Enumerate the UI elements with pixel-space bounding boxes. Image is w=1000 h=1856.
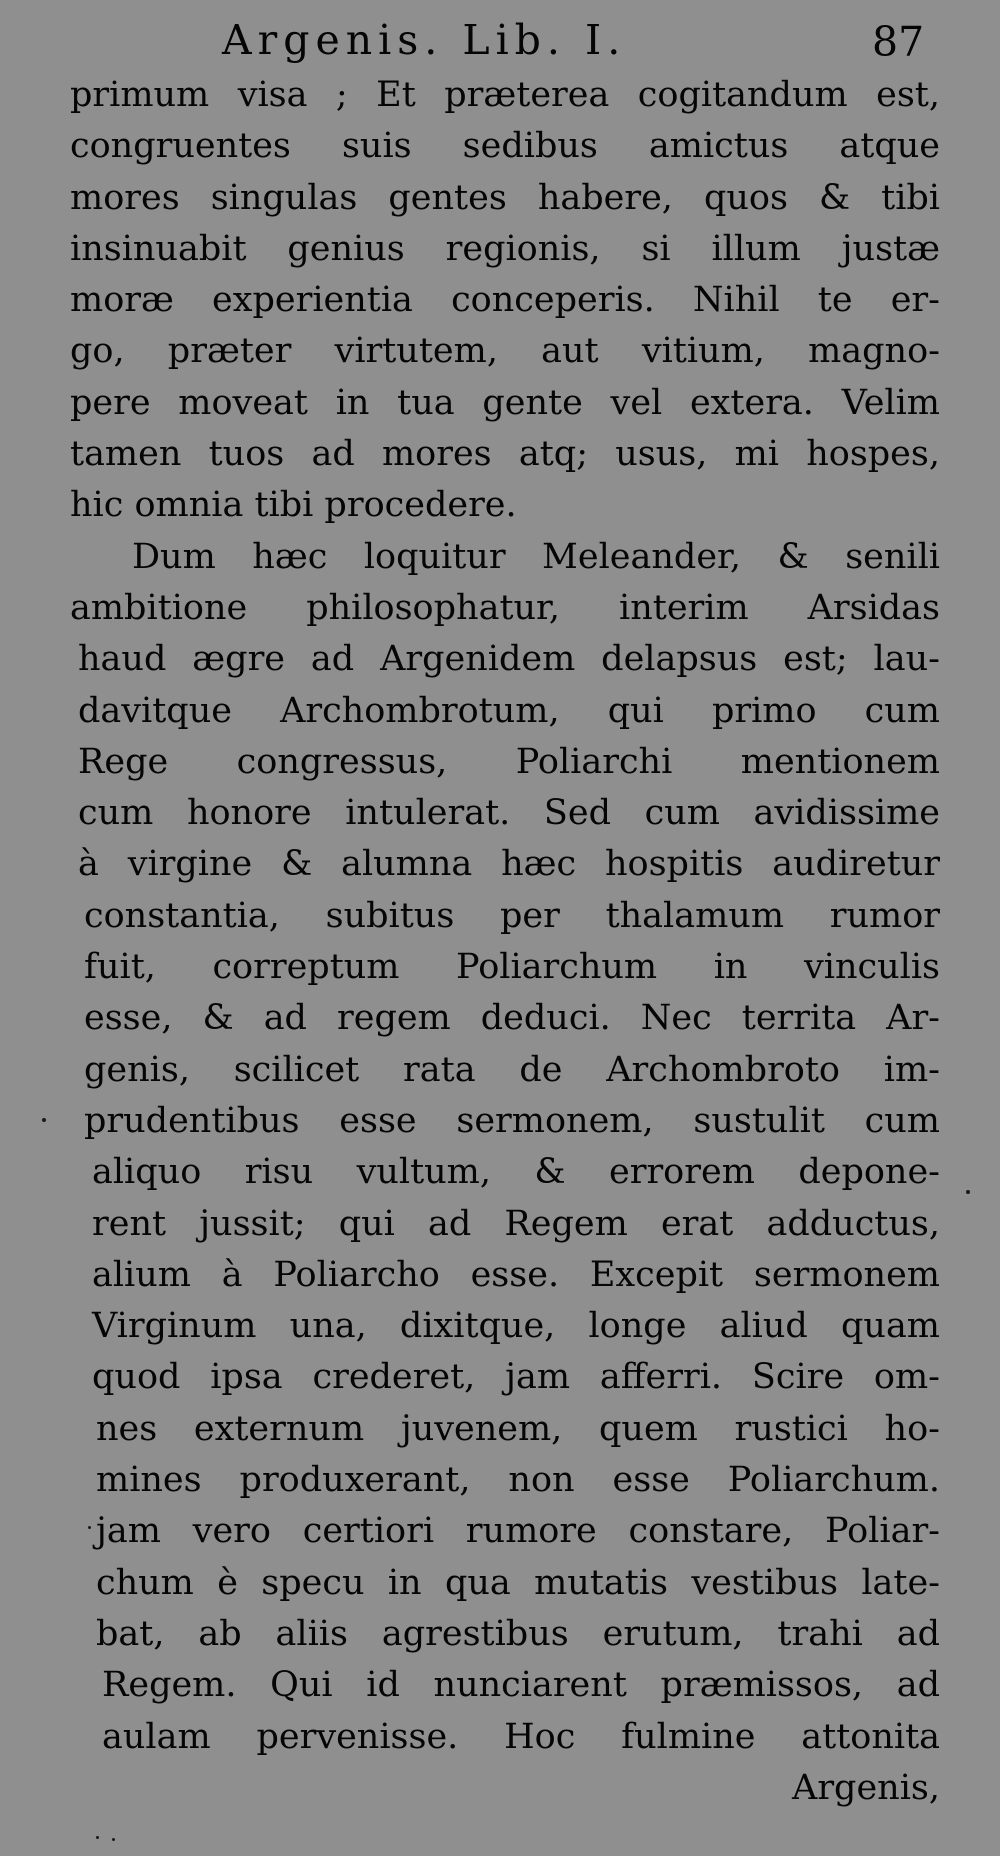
- text-line-21: prudentibus esse sermonem, sustulit cum: [84, 1100, 940, 1141]
- ink-speck: [112, 1838, 115, 1841]
- text-line-17: constantia, subitus per thalamum rumor: [84, 895, 940, 936]
- text-line-18: fuit, correptum Poliarchum in vinculis: [84, 947, 940, 988]
- text-line-2: congruentes suis sedibus amictus atque: [70, 126, 940, 167]
- text-line-31: bat, ab aliis agrestibus erutum, trahi ad: [96, 1613, 940, 1654]
- page-number: 87: [872, 18, 925, 66]
- text-line-12: haud ægre ad Argenidem delapsus est; lau-: [78, 639, 940, 680]
- text-line-11: ambitione philosophatur, interim Arsidas: [70, 587, 940, 628]
- text-line-4: insinuabit genius regionis, si illum justæ: [70, 228, 940, 269]
- text-line-8: tamen tuos ad mores atq; usus, mi hospes,: [70, 434, 940, 475]
- text-line-26: quod ipsa crederet, jam afferri. Scire om-: [92, 1357, 940, 1398]
- text-line-10: Dum hæc loquitur Meleander, & senili: [132, 536, 940, 577]
- ink-speck: [88, 1526, 91, 1529]
- text-line-19: esse, & ad regem deduci. Nec territa Ar-: [84, 998, 940, 1039]
- text-line-25: Virginum una, dixitque, longe aliud quam: [92, 1306, 940, 1347]
- text-line-23: rent jussit; qui ad Regem erat adductus,: [92, 1203, 940, 1244]
- text-line-7: pere moveat in tua gente vel extera. Velim: [70, 382, 940, 423]
- text-line-13: davitque Archombrotum, qui primo cum: [78, 690, 940, 731]
- text-line-6: go, præter virtutem, aut vitium, magno-: [70, 331, 940, 372]
- catchword: Argenis,: [792, 1767, 940, 1808]
- text-line-20: genis, scilicet rata de Archombroto im-: [84, 1049, 940, 1090]
- text-line-3: mores singulas gentes habere, quos & tibi: [70, 177, 940, 218]
- text-line-28: mines produxerant, non esse Poliarchum.: [96, 1460, 940, 1501]
- text-line-5: moræ experientia conceperis. Nihil te er-: [70, 280, 940, 321]
- text-line-14: Rege congressus, Poliarchi mentionem: [78, 741, 940, 782]
- text-line-15: cum honore intulerat. Sed cum avidissime: [78, 793, 940, 834]
- running-head: Argenis. Lib. I.: [222, 16, 627, 64]
- text-line-24: alium à Poliarcho esse. Excepit sermonem: [92, 1254, 940, 1295]
- page-header: [0, 14, 1000, 74]
- text-line-33: aulam pervenisse. Hoc fulmine attonita: [102, 1716, 940, 1757]
- ink-speck: [96, 1836, 99, 1839]
- text-line-27: nes externum juvenem, quem rustici ho-: [96, 1408, 940, 1449]
- ink-speck: [966, 1190, 970, 1194]
- text-line-1: primum visa ; Et præterea cogitandum est,: [70, 75, 940, 115]
- text-line-9: hic omnia tibi procedere.: [70, 485, 517, 526]
- text-line-30: chum è specu in qua mutatis vestibus late-: [96, 1562, 940, 1603]
- text-line-32: Regem. Qui id nunciarent præmissos, ad: [102, 1665, 940, 1706]
- text-line-29: jam vero certiori rumore constare, Poliar-: [96, 1511, 940, 1552]
- text-line-22: aliquo risu vultum, & errorem depone-: [92, 1152, 940, 1193]
- ink-speck: [42, 1118, 46, 1122]
- text-line-16: à virgine & alumna hæc hospitis audiretur: [78, 844, 940, 885]
- body-text: [70, 70, 940, 1814]
